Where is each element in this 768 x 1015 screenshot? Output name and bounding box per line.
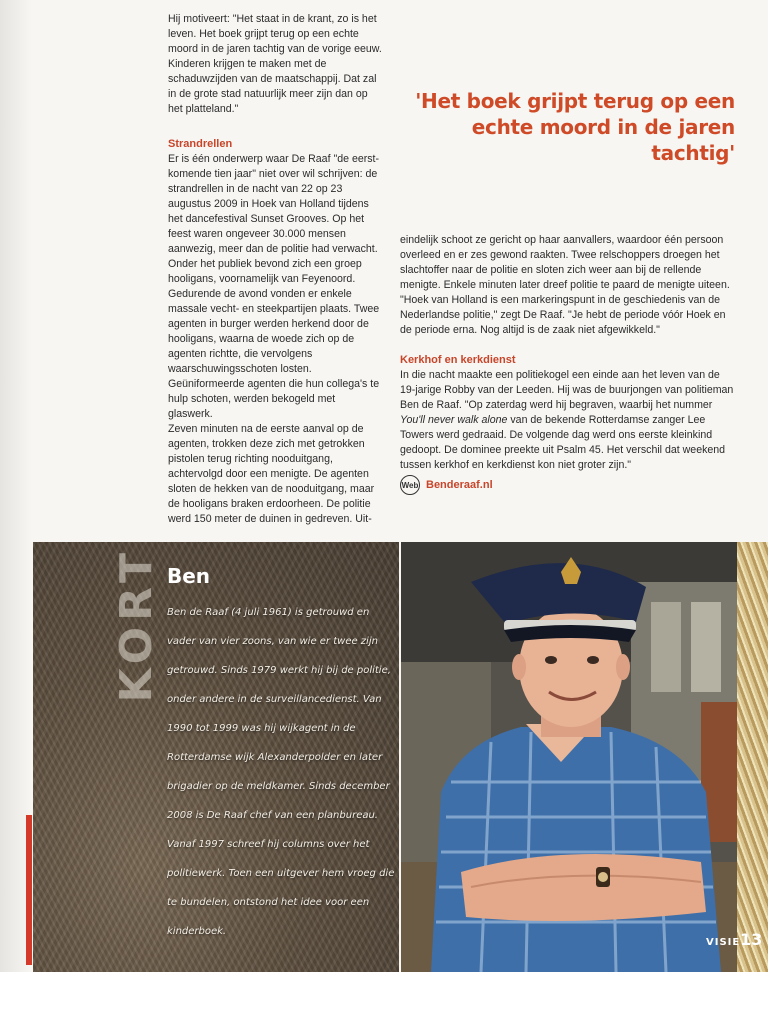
left-paragraph-1: Hij motiveert: "Het staat in de krant, zo is het leven. Het boek grijpt terug op een echte moord in de jaren tachtig van de vorige eeuw. Kinderen krijgen te maken met de schaduwzijden van de maatschappij. Dat zal in de grote stad natuurlijk meer zijn dan op het platteland."	[168, 13, 382, 115]
right-paragraph-2	[400, 368, 734, 473]
section-heading-strandrellen: Strandrellen	[168, 138, 233, 150]
profile-bio: Ben de Raaf (4 juli 1961) is getrouwd en vader van vier zoons, van wie er twee zijn getrouwd. Sinds 1979 werkt hij bij de politie, onder andere in de surveillancedienst. Van 1990 tot 1999 was hij wijkagent in de Rotterdamse wijk Alexanderpolder en later brigadier op de meldkamer. Sinds december 2008 is De Raaf chef van een planbureau. Vanaf 1997 schreef hij columns over het politiewerk. Toen een uitgever hem vroeg die te bundelen, ontstond het idee voor een kinderboek.	[167, 607, 395, 937]
right-article-column	[400, 233, 734, 473]
left-paragraph-3: Zeven minuten na de eerste aanval op de agenten, trokken deze zich met getrokken pistolen terug richting nooduitgang, achtervolgd door een menigte. De agenten sloten de hekken van de nooduitgang, maar de hooligans braken erdoorheen. De politie werd 150 meter de duinen in gedreven. Uit-	[168, 423, 375, 525]
paragraph-text-end: van de bekende Rotterdamse zanger Lee Towers werd gedraaid. De volgende dag werd ons eerste kleinkind gedoopt. De dominee preekte uit Psalm 45. Het verschil dat weekend tussen kerkhof en kerkdienst kon niet groter zijn."	[400, 414, 726, 471]
section-heading-kerkhof: Kerkhof en kerkdienst	[400, 354, 516, 366]
song-title: You'll never walk alone	[400, 414, 508, 426]
paragraph-text-start: In die nacht maakte een politiekogel een einde aan het leven van de 19-jarige Robby van der Leeden. Hij was de buurjongen van politieman Ben de Raaf. "Op zaterdag werd hij begraven, waarbij het nummer	[400, 369, 734, 411]
bottom-margin	[0, 972, 768, 1015]
portrait-illustration	[401, 542, 737, 972]
left-article-column	[168, 12, 382, 527]
pull-quote: 'Het boek grijpt terug op een echte moord in de jaren tachtig'	[415, 89, 735, 165]
portrait-photo	[401, 542, 737, 972]
website-link[interactable]: Benderaaf.nl	[426, 479, 493, 491]
magazine-name: VISIE	[706, 937, 741, 948]
kort-vertical-label: KORT	[111, 547, 162, 703]
left-paragraph-2: Er is één onderwerp waar De Raaf "de eerst-komende tien jaar" niet over wil schrijven: de strandrellen in de nacht van 22 op 23 augustus 2009 in Hoek van Holland tijdens het dancefestival Sunset Grooves. Op het feest waren ongeveer 30.000 mensen aanwezig, meer dan de politie had verwacht. Onder het publiek bevond zich een groep hooligans, voornamelijk van Feyenoord. Gedurende de avond vonden er enkele massale vecht- en steekpartijen plaats. Twee agenten in burger werden herkend door de hooligans, waarna de woede zich op de agenten richtte, die vervolgens waarschuwingsschoten losten. Geüniformeerde agenten die hun collega's te hulp schoten, werden bekogeld met glaswerk.	[168, 153, 380, 420]
kort-info-box	[33, 542, 399, 972]
web-reference	[400, 475, 493, 495]
profile-name: Ben	[167, 564, 211, 588]
red-edge-accent	[26, 815, 32, 965]
page-number: 13	[740, 930, 763, 949]
right-paragraph-1: eindelijk schoot ze gericht op haar aanvallers, waardoor één persoon overleed en er zes gewond raakten. Twee relschoppers droegen het slachtoffer naar de politie en sloten zich weer aan bij de rellende menigte. Enkele minuten later dreef politie te paard de menigte uiteen. "Hoek van Holland is een markeringspunt in de geschiedenis van de Nederlandse politie," zegt De Raaf. "Je hebt de periode vóór Hoek en de periode erna. Nog altijd is de zaak niet afgewikkeld."	[400, 234, 730, 336]
web-globe-icon: Web	[400, 475, 420, 495]
straw-edge-photo	[737, 542, 768, 972]
